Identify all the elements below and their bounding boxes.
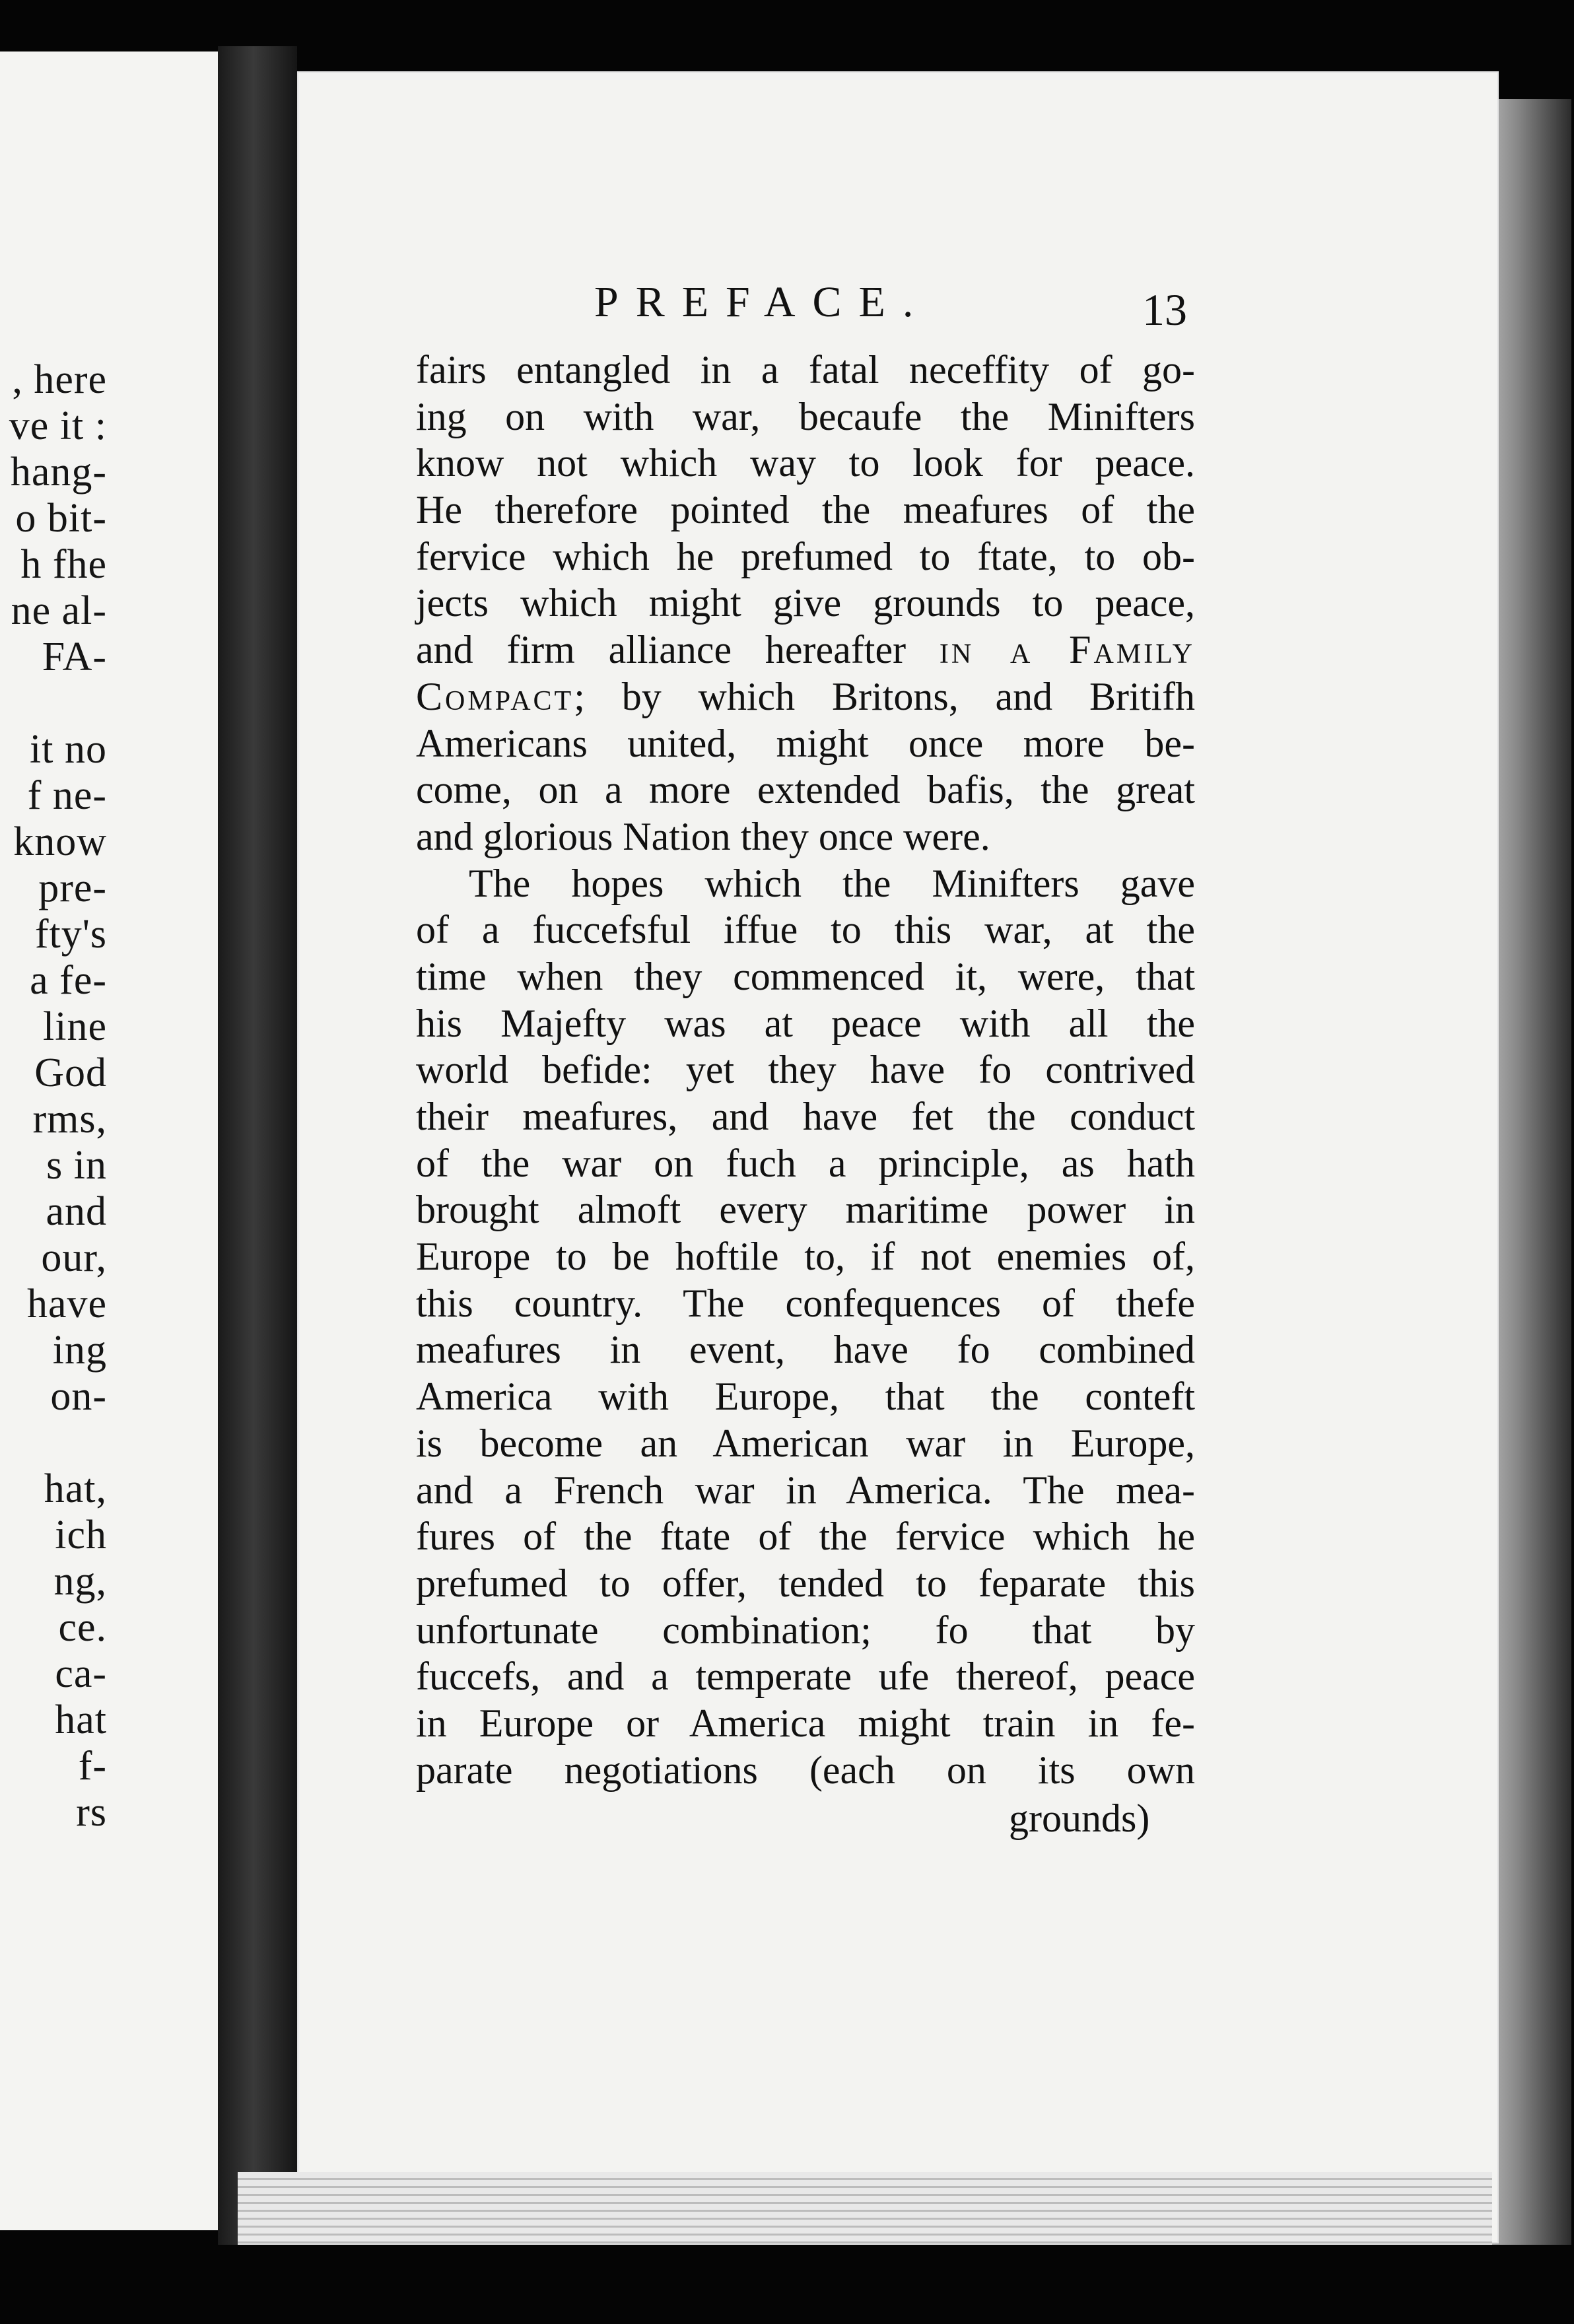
text-fragment: ; by which Britons, and Britifh xyxy=(574,674,1195,718)
text-line: fures of the ftate of the fervice which he xyxy=(416,1515,1195,1559)
left-page-line: hang- xyxy=(10,450,107,495)
text-line: time when they commenced it, were, that xyxy=(416,954,1195,998)
text-line: come, on a more extended bafis, the great xyxy=(416,768,1195,812)
left-page-line: God xyxy=(34,1050,107,1095)
left-page-line: ve it : xyxy=(9,403,107,448)
left-page-line: it no xyxy=(30,727,107,772)
left-page-line: o bit- xyxy=(15,496,107,541)
left-page-line: line xyxy=(43,1004,107,1049)
left-facing-page xyxy=(0,51,221,2230)
text-line-with-small-caps xyxy=(416,627,1195,673)
small-caps-phrase: in a Family xyxy=(939,628,1195,672)
text-line: his Majefty was at peace with all the xyxy=(416,1001,1195,1045)
page-title: PREFACE. xyxy=(594,278,931,326)
page-number: 13 xyxy=(1142,285,1187,335)
left-page-line: ne al- xyxy=(11,588,107,633)
catchword: grounds) xyxy=(1009,1796,1150,1840)
text-fragment: and firm alliance hereafter xyxy=(416,628,907,672)
left-page-line: ca- xyxy=(55,1651,107,1696)
text-line: world befide: yet they have fo contrived xyxy=(416,1048,1195,1092)
text-line: Europe to be hoftile to, if not enemies of, xyxy=(416,1235,1195,1279)
left-page-line: and xyxy=(46,1189,107,1234)
text-line: America with Europe, that the conteft xyxy=(416,1375,1195,1419)
page-stack-edges xyxy=(238,2172,1492,2245)
text-line: parate negotiations (each on its own xyxy=(416,1748,1195,1792)
left-page-line: our, xyxy=(41,1235,107,1280)
text-line: prefumed to offer, tended to feparate this xyxy=(416,1561,1195,1605)
book-gutter xyxy=(218,46,297,2245)
text-line xyxy=(416,673,1195,720)
text-line: fervice which he prefumed to ftate, to ob- xyxy=(416,534,1195,578)
text-line: fuccefs, and a temperate ufe thereof, peace xyxy=(416,1655,1195,1699)
left-page-line: FA- xyxy=(42,634,107,679)
left-page-line: have xyxy=(26,1282,107,1326)
left-page-line: hat xyxy=(55,1697,107,1742)
left-page-line: rs xyxy=(76,1790,107,1835)
left-page-line: a fe- xyxy=(30,958,107,1003)
text-line: brought almoft every maritime power in xyxy=(416,1188,1195,1232)
left-page-line: on- xyxy=(50,1374,107,1419)
left-page-line: fty's xyxy=(34,912,107,957)
text-line: ing on with war, becaufe the Minifters xyxy=(416,394,1195,438)
left-page-line: ing xyxy=(52,1328,107,1373)
left-page-line: ng, xyxy=(53,1559,107,1604)
text-line: this country. The confequences of thefe xyxy=(416,1281,1195,1325)
small-caps-word: Compact xyxy=(416,674,574,718)
running-head xyxy=(297,277,1187,335)
text-line: their meafures, and have fet the conduct xyxy=(416,1095,1195,1138)
left-page-line: f- xyxy=(78,1744,107,1789)
left-page-line: , here xyxy=(12,357,107,402)
text-line: jects which might give grounds to peace, xyxy=(416,581,1195,625)
left-page-line: ce. xyxy=(58,1605,107,1650)
paragraph-start-line: The hopes which the Minifters gave xyxy=(469,861,1195,905)
text-line: He therefore pointed the meafures of the xyxy=(416,488,1195,532)
left-page-line: h fhe xyxy=(20,542,107,587)
text-line: and a French war in America. The mea- xyxy=(416,1468,1195,1512)
text-line: unfortunate combination; fo that by xyxy=(416,1608,1195,1652)
text-line: and glorious Nation they once were. xyxy=(416,814,990,858)
text-line: meafures in event, have fo combined xyxy=(416,1328,1195,1372)
left-page-line: rms, xyxy=(32,1097,107,1142)
text-line: of a fuccefsful iffue to this war, at the xyxy=(416,908,1195,952)
left-page-line: know xyxy=(13,819,107,864)
body-text xyxy=(416,347,1195,1793)
text-line: fairs entangled in a fatal neceffity of go- xyxy=(416,348,1195,392)
left-page-line: pre- xyxy=(38,866,107,910)
text-line: in Europe or America might train in fe- xyxy=(416,1701,1195,1745)
text-line: Americans united, might once more be- xyxy=(416,721,1195,765)
left-page-line: hat, xyxy=(44,1466,107,1511)
text-line: of the war on fuch a principle, as hath xyxy=(416,1141,1195,1185)
left-page-line: s in xyxy=(46,1143,107,1188)
text-line: know not which way to look for peace. xyxy=(416,441,1195,485)
left-page-line: f ne- xyxy=(27,773,107,818)
text-line: is become an American war in Europe, xyxy=(416,1421,1195,1465)
left-page-line: ich xyxy=(55,1513,107,1557)
